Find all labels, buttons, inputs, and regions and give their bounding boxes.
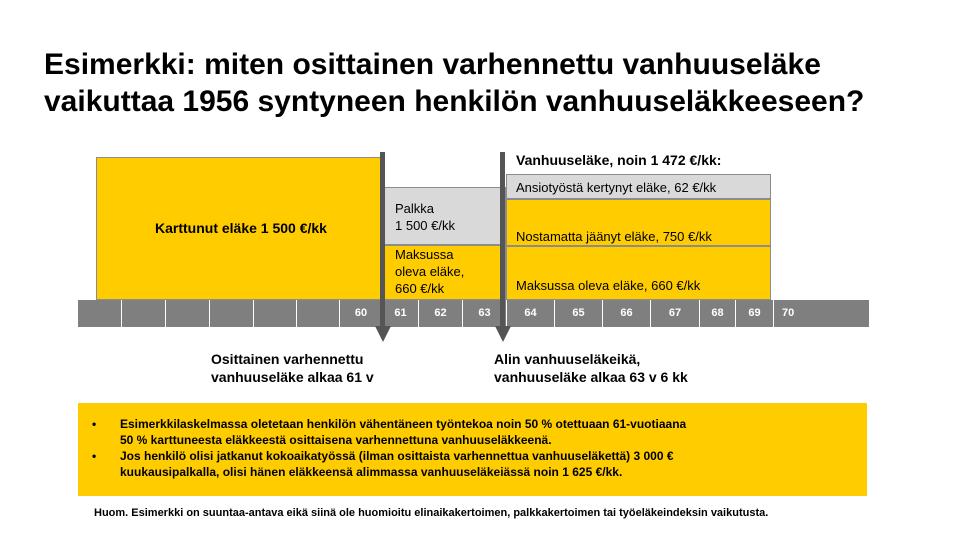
age-tick-63: 63: [463, 300, 507, 327]
age-tick-64: 64: [507, 300, 555, 327]
age-tick-67: 67: [651, 300, 700, 327]
age-tick-66: 66: [603, 300, 651, 327]
footer-note: Huom. Esimerkki on suuntaa-antava eikä siinä ole huomioitu elinaikakertoimen, palkkakertoimen tai työeläkeindeksin vaikutusta.: [94, 507, 769, 519]
old-age-pension-header: Vanhuuseläke, noin 1 472 €/kk:: [516, 152, 722, 168]
age-tick-blank-4: [254, 300, 297, 327]
retirement-age-line1: Alin vanhuuseläkeikä,: [494, 351, 641, 367]
partial-pension-start-line1: Osittainen varhennettu: [211, 351, 364, 367]
bullet: •: [92, 417, 97, 431]
accrued-pension-box: [96, 157, 384, 300]
age-tick-60: 60: [340, 300, 383, 327]
age-tick-62: 62: [419, 300, 463, 327]
age-tick-blank-1: [122, 300, 166, 327]
retirement-age-arrow: [500, 152, 505, 326]
age-tick-blank-5: [297, 300, 340, 327]
note-item: [78, 448, 867, 480]
age-tick-blank-2: [166, 300, 210, 327]
unclaimed-pension-box: [506, 199, 771, 246]
age-tick-69: 69: [736, 300, 774, 327]
notes-box: [78, 403, 867, 496]
age-tick-blank-0: [78, 300, 122, 327]
partial-pension-line2: oleva eläke,: [395, 264, 465, 279]
retirement-age-line2: vanhuuseläke alkaa 63 v 6 kk: [494, 369, 688, 385]
partial-pension-arrow: [380, 152, 385, 326]
retirement-age-arrow-head: [495, 326, 511, 342]
age-tick-68: 68: [700, 300, 736, 327]
age-tick-65: 65: [555, 300, 603, 327]
salary-box: [384, 187, 506, 245]
accrued-pension-label: Karttunut eläke 1 500 €/kk: [155, 220, 327, 236]
note-line: kuukausipalkalla, olisi hänen eläkkeensä alimmassa vanhuuseläkeiässä noin 1 625 €/kk.: [120, 465, 623, 479]
slide-title: Esimerkki: miten osittainen varhennettu vanhuuseläke vaikuttaa 1956 syntyneen henkilön vanhuuseläkkeeseen?: [44, 48, 865, 118]
age-tick-70: 70: [782, 307, 795, 319]
salary-label: Palkka: [395, 201, 435, 216]
unclaimed-pension-label: Nostamatta jäänyt eläke, 750 €/kk: [516, 229, 712, 244]
note-line: Esimerkkilaskelmassa oletetaan henkilön vähentäneen työntekoa noin 50 % otettuaan 61-vuotiaana: [120, 417, 687, 431]
partial-pension-line3: 660 €/kk: [395, 281, 445, 296]
note-line: Jos henkilö olisi jatkanut kokoaikatyössä (ilman osittaista varhennettua vanhuuseläkettä) 3 000 €: [120, 449, 674, 463]
earned-pension-box: [506, 174, 771, 199]
age-tick-blank-3: [210, 300, 254, 327]
partial-pension-arrow-head: [375, 326, 391, 342]
paid-pension-box: [506, 246, 771, 300]
partial-pension-line1: Maksussa: [395, 247, 454, 262]
age-tick-61: 61: [383, 300, 419, 327]
paid-pension-label: Maksussa oleva eläke, 660 €/kk: [516, 278, 701, 293]
bullet: •: [92, 449, 97, 463]
salary-amount: 1 500 €/kk: [395, 218, 455, 233]
age-axis: [78, 300, 869, 327]
earned-pension-label: Ansiotyöstä kertynyt eläke, 62 €/kk: [516, 180, 717, 195]
partial-pension-start-line2: vanhuuseläke alkaa 61 v: [211, 369, 374, 385]
partial-pension-box: [384, 245, 506, 300]
note-line: 50 % karttuneesta eläkkeestä osittaisena varhennettuna vanhuuseläkkeenä.: [120, 433, 552, 447]
note-item: [78, 416, 867, 448]
